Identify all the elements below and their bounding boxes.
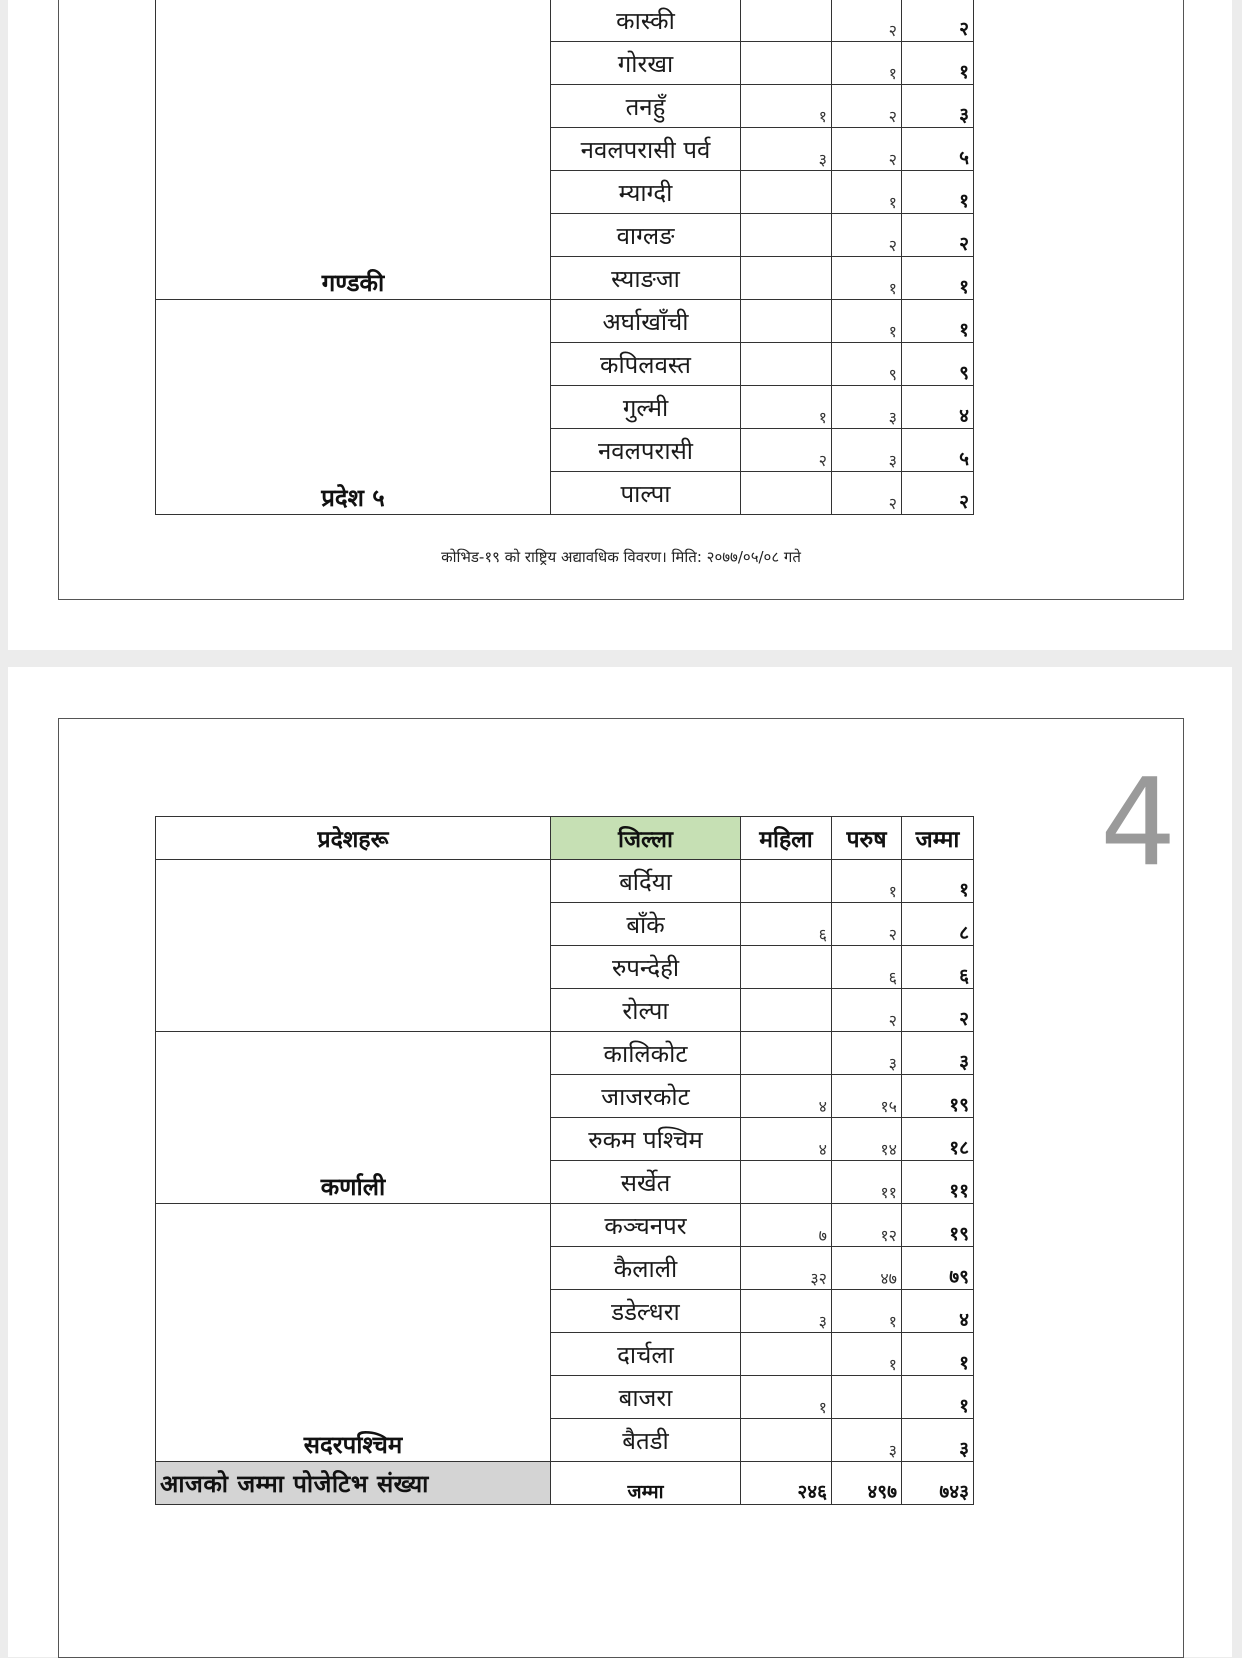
district-name: बैतडी bbox=[551, 1419, 741, 1462]
grand-total-female: २४६ bbox=[741, 1462, 832, 1505]
table-row bbox=[156, 300, 974, 343]
total-count: ४ bbox=[902, 386, 974, 429]
province-cell-empty bbox=[156, 860, 551, 1032]
district-name: रुपन्देही bbox=[551, 946, 741, 989]
province-cell: सदरपश्चिम bbox=[156, 1204, 551, 1462]
male-count: १२ bbox=[832, 1204, 902, 1247]
district-name: सर्खेत bbox=[551, 1161, 741, 1204]
total-count: १ bbox=[902, 1333, 974, 1376]
female-count bbox=[741, 343, 832, 386]
district-name: जाजरकोट bbox=[551, 1075, 741, 1118]
male-count: ३ bbox=[832, 1032, 902, 1075]
header-female: महिला bbox=[741, 817, 832, 860]
female-count bbox=[741, 214, 832, 257]
female-count bbox=[741, 472, 832, 515]
district-name: रोल्पा bbox=[551, 989, 741, 1032]
female-count bbox=[741, 1333, 832, 1376]
male-count: ३ bbox=[832, 1419, 902, 1462]
total-count: १ bbox=[902, 171, 974, 214]
female-count bbox=[741, 946, 832, 989]
male-count: ९ bbox=[832, 343, 902, 386]
male-count: १ bbox=[832, 1333, 902, 1376]
female-count bbox=[741, 300, 832, 343]
male-count: १ bbox=[832, 1290, 902, 1333]
male-count: २ bbox=[832, 214, 902, 257]
male-count: १ bbox=[832, 42, 902, 85]
total-count: ५ bbox=[902, 429, 974, 472]
total-count: १९ bbox=[902, 1204, 974, 1247]
female-count bbox=[741, 42, 832, 85]
total-count: ११ bbox=[902, 1161, 974, 1204]
header-district: जिल्ला bbox=[551, 817, 741, 860]
female-count bbox=[741, 171, 832, 214]
district-name: नवलपरासी bbox=[551, 429, 741, 472]
district-name: म्याग्दी bbox=[551, 171, 741, 214]
male-count: १५ bbox=[832, 1075, 902, 1118]
male-count: २ bbox=[832, 85, 902, 128]
district-name: बाँके bbox=[551, 903, 741, 946]
female-count: ३ bbox=[741, 1290, 832, 1333]
province-cell: गण्डकी bbox=[156, 0, 551, 300]
male-count: १ bbox=[832, 171, 902, 214]
total-count: ८ bbox=[902, 903, 974, 946]
female-count bbox=[741, 1161, 832, 1204]
district-name: कपिलवस्त bbox=[551, 343, 741, 386]
female-count bbox=[741, 0, 832, 42]
total-count: १८ bbox=[902, 1118, 974, 1161]
district-name: डडेल्धरा bbox=[551, 1290, 741, 1333]
district-name: तनहुँ bbox=[551, 85, 741, 128]
female-count: २ bbox=[741, 429, 832, 472]
district-name: बाजरा bbox=[551, 1376, 741, 1419]
total-count: ६ bbox=[902, 946, 974, 989]
male-count: १४ bbox=[832, 1118, 902, 1161]
total-count: २ bbox=[902, 214, 974, 257]
female-count: १ bbox=[741, 1376, 832, 1419]
male-count: २ bbox=[832, 472, 902, 515]
district-cases-table bbox=[155, 816, 974, 1505]
district-name: गोरखा bbox=[551, 42, 741, 85]
total-count: १ bbox=[902, 257, 974, 300]
grand-total-row bbox=[156, 1462, 974, 1505]
female-count: १ bbox=[741, 386, 832, 429]
district-name: अर्घाखाँची bbox=[551, 300, 741, 343]
total-count: २ bbox=[902, 0, 974, 42]
table-row bbox=[156, 1204, 974, 1247]
total-count: ५ bbox=[902, 128, 974, 171]
male-count: २ bbox=[832, 128, 902, 171]
total-count: ३ bbox=[902, 85, 974, 128]
district-name: स्याङजा bbox=[551, 257, 741, 300]
male-count: २ bbox=[832, 903, 902, 946]
grand-total-all: ७४३ bbox=[902, 1462, 974, 1505]
district-name: दार्चला bbox=[551, 1333, 741, 1376]
female-count: ४ bbox=[741, 1118, 832, 1161]
header-total: जम्मा bbox=[902, 817, 974, 860]
district-name: गुल्मी bbox=[551, 386, 741, 429]
female-count: ३ bbox=[741, 128, 832, 171]
district-name: वाग्लङ bbox=[551, 214, 741, 257]
district-name: कालिकोट bbox=[551, 1032, 741, 1075]
female-count bbox=[741, 989, 832, 1032]
district-name: नवलपरासी पर्व bbox=[551, 128, 741, 171]
female-count: ४ bbox=[741, 1075, 832, 1118]
total-count: १९ bbox=[902, 1075, 974, 1118]
total-count: १ bbox=[902, 42, 974, 85]
male-count: १ bbox=[832, 860, 902, 903]
total-count: ३ bbox=[902, 1032, 974, 1075]
district-name: बर्दिया bbox=[551, 860, 741, 903]
total-count: २ bbox=[902, 989, 974, 1032]
male-count: ११ bbox=[832, 1161, 902, 1204]
header-male: परुष bbox=[832, 817, 902, 860]
male-count: २ bbox=[832, 0, 902, 42]
total-count: ४ bbox=[902, 1290, 974, 1333]
district-name: कास्की bbox=[551, 0, 741, 42]
header-province: प्रदेशहरू bbox=[156, 817, 551, 860]
district-name: रुकम पश्चिम bbox=[551, 1118, 741, 1161]
district-name: कञ्चनपर bbox=[551, 1204, 741, 1247]
district-cases-table-continued bbox=[155, 0, 974, 515]
total-count: १ bbox=[902, 300, 974, 343]
total-count: ३ bbox=[902, 1419, 974, 1462]
male-count bbox=[832, 1376, 902, 1419]
female-count: १ bbox=[741, 85, 832, 128]
male-count: ३ bbox=[832, 429, 902, 472]
page-number: 4 bbox=[1100, 754, 1177, 893]
female-count: ३२ bbox=[741, 1247, 832, 1290]
province-cell: प्रदेश ५ bbox=[156, 300, 551, 515]
province-cell: कर्णाली bbox=[156, 1032, 551, 1204]
female-count: ६ bbox=[741, 903, 832, 946]
male-count: ४७ bbox=[832, 1247, 902, 1290]
total-count: १ bbox=[902, 1376, 974, 1419]
male-count: ६ bbox=[832, 946, 902, 989]
table-row bbox=[156, 0, 974, 42]
total-count: ९ bbox=[902, 343, 974, 386]
table-row bbox=[156, 1032, 974, 1075]
table-row bbox=[156, 860, 974, 903]
grand-total-district-label: जम्मा bbox=[551, 1462, 741, 1505]
grand-total-label: आजको जम्मा पोजेटिभ संख्या bbox=[156, 1462, 551, 1505]
female-count bbox=[741, 257, 832, 300]
female-count: ७ bbox=[741, 1204, 832, 1247]
male-count: २ bbox=[832, 989, 902, 1032]
female-count bbox=[741, 1032, 832, 1075]
grand-total-male: ४९७ bbox=[832, 1462, 902, 1505]
district-name: कैलाली bbox=[551, 1247, 741, 1290]
page-footer-note: कोभिड-१९ को राष्ट्रिय अद्यावधिक विवरण। मिति: २०७७/०५/०८ गते bbox=[441, 548, 801, 566]
total-count: १ bbox=[902, 860, 974, 903]
total-count: ७९ bbox=[902, 1247, 974, 1290]
female-count bbox=[741, 1419, 832, 1462]
male-count: १ bbox=[832, 257, 902, 300]
male-count: ३ bbox=[832, 386, 902, 429]
male-count: १ bbox=[832, 300, 902, 343]
female-count bbox=[741, 860, 832, 903]
total-count: २ bbox=[902, 472, 974, 515]
table-header-row bbox=[156, 817, 974, 860]
district-name: पाल्पा bbox=[551, 472, 741, 515]
